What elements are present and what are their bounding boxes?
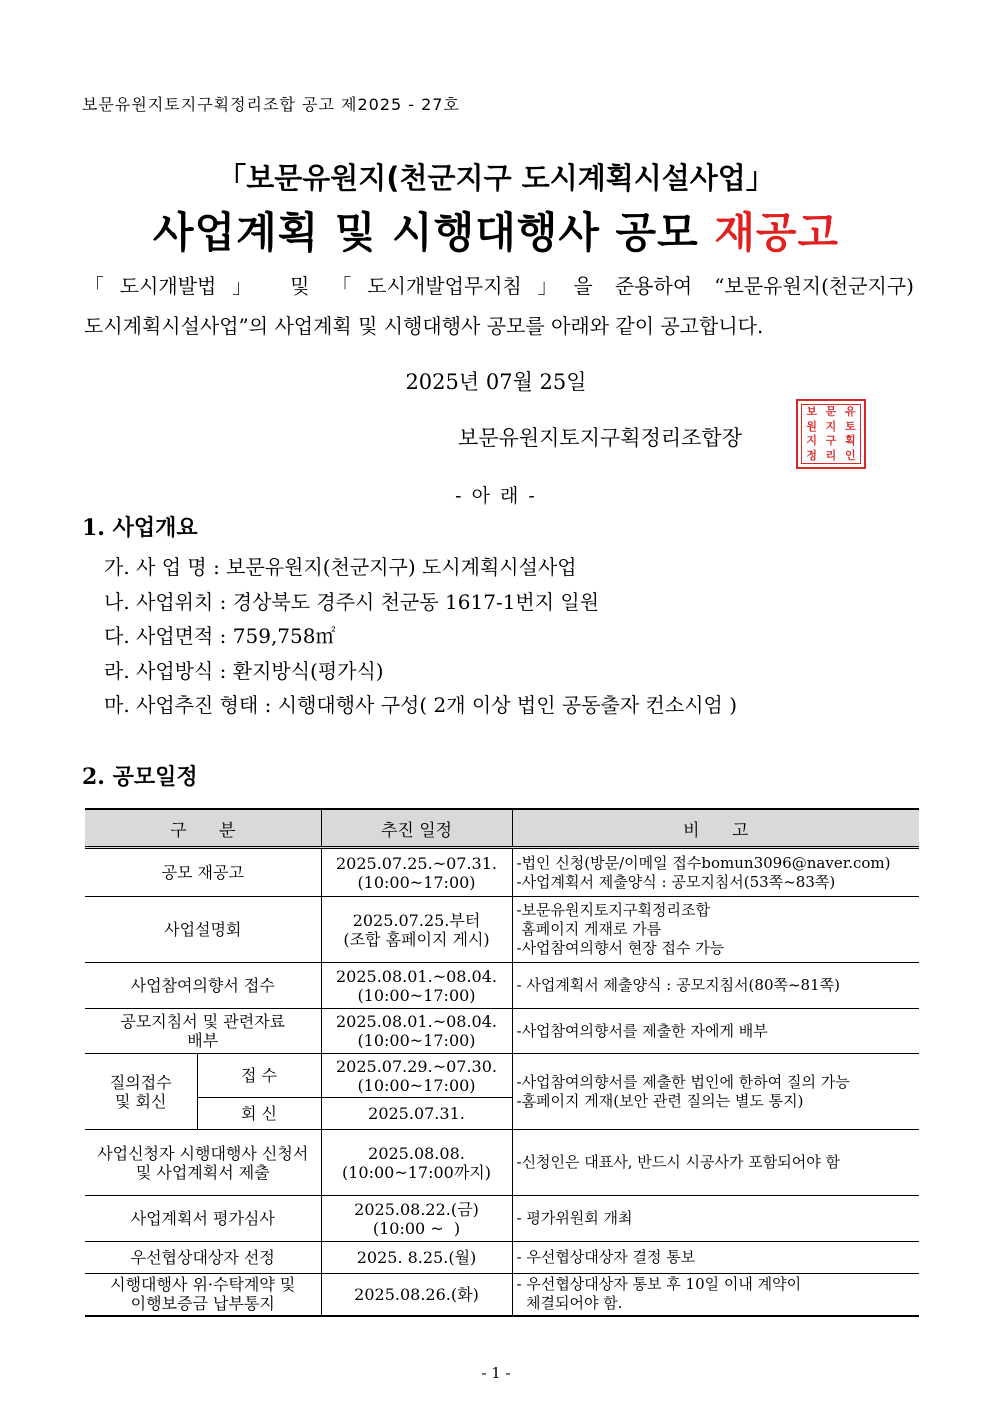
title-main: 사업계획 및 시행대행사 공모	[152, 208, 715, 257]
notice-number: 보문유원지토지구획정리조합 공고 제2025 - 27호	[82, 95, 460, 114]
table-row: 공모지침서 및 관련자료 배부 2025.08.01.~08.04. (10:00~17:00) -사업참여의향서를 제출한 자에게 배부	[85, 1009, 919, 1054]
page-number: - 1 -	[481, 1364, 511, 1382]
table-row: 사업참여의향서 접수 2025.08.01.~08.04. (10:00~17:00) - 사업계획서 제출양식 : 공모지침서(80쪽~81쪽)	[85, 963, 919, 1009]
title-line-1: 「보문유원지(천군지구 도시계획시설사업」	[217, 161, 775, 195]
project-overview-list	[104, 552, 737, 725]
overview-item: 마. 사업추진 형태 : 시행대행사 구성( 2개 이상 법인 공동출자 컨소시엄 )	[104, 693, 737, 717]
overview-item: 라. 사업방식 : 환지방식(평가식)	[104, 658, 384, 683]
overview-item: 나. 사업위치 : 경상북도 경주시 천군동 1617-1번지 일원	[104, 589, 600, 614]
table-row: 질의접수 및 회신 접 수 2025.07.29.~07.30. (10:00~17:00) -사업참여의향서를 제출한 법인에 한하여 질의 가능 -홈페이지 게재(보안 관련 질의는 별도 통지)	[85, 1054, 919, 1098]
table-row: 사업설명회 2025.07.25.부터 (조합 홈페이지 게시) -보문유원지토지구획정리조합 홈페이지 게재로 가름 -사업참여의향서 현장 접수 가능	[85, 897, 919, 963]
table-row: 회 신 2025.07.31.	[85, 1098, 919, 1130]
table-row: 사업계획서 평가심사 2025.08.22.(금) (10:00 ~ ) - 평가위원회 개최	[85, 1196, 919, 1242]
table-header-row	[85, 809, 919, 848]
col-header-category: 구 분	[85, 809, 321, 848]
official-seal: 보 문 유 원 지 토 지 구 획 정 리 인	[796, 399, 866, 469]
intro-line-2: 도시계획시설사업”의 사업계획 및 시행대행사 공모를 아래와 같이 공고합니다.	[84, 314, 764, 338]
col-header-schedule: 추진 일정	[321, 809, 512, 848]
col-header-note: 비 고	[512, 809, 919, 848]
overview-item: 다. 사업면적 : 759,758㎡	[104, 624, 336, 648]
schedule-table	[85, 808, 919, 1317]
intro-line-1: 「도시개발법」 및 「도시개발업무지침」을 준용하여 “보문유원지(천군지구)	[84, 274, 914, 298]
table-row: 시행대행사 위·수탁계약 및 이행보증금 납부통지 2025.08.26.(화) - 우선협상대상자 통보 후 10일 이내 계약이 체결되어야 함.	[85, 1274, 919, 1316]
intro-paragraph	[84, 266, 914, 346]
overview-item: 가. 사 업 명 : 보문유원지(천군지구) 도시계획시설사업	[104, 555, 577, 579]
organization-name: 보문유원지토지구획정리조합장	[458, 426, 743, 450]
arae-divider: - 아 래 -	[455, 485, 537, 507]
table-row: 공모 재공고 2025.07.25.~07.31. (10:00~17:00) -법인 신청(방문/이메일 접수bomun3096@naver.com) -사업계획서 제출양식 : 공모지침서(53쪽~83쪽)	[85, 848, 919, 897]
section-2-heading: 2. 공모일정	[82, 764, 198, 790]
title-highlight: 재공고	[714, 208, 840, 257]
title-line-2	[0, 200, 992, 260]
notice-date: 2025년 07월 25일	[405, 370, 587, 394]
table-row: 우선협상대상자 선정 2025. 8.25.(월) - 우선협상대상자 결정 통보	[85, 1242, 919, 1274]
table-row: 사업신청자 시행대행사 신청서 및 사업계획서 제출 2025.08.08. (10:00~17:00까지) -신청인은 대표사, 반드시 시공사가 포함되어야 함	[85, 1130, 919, 1196]
section-1-heading: 1. 사업개요	[82, 515, 198, 541]
